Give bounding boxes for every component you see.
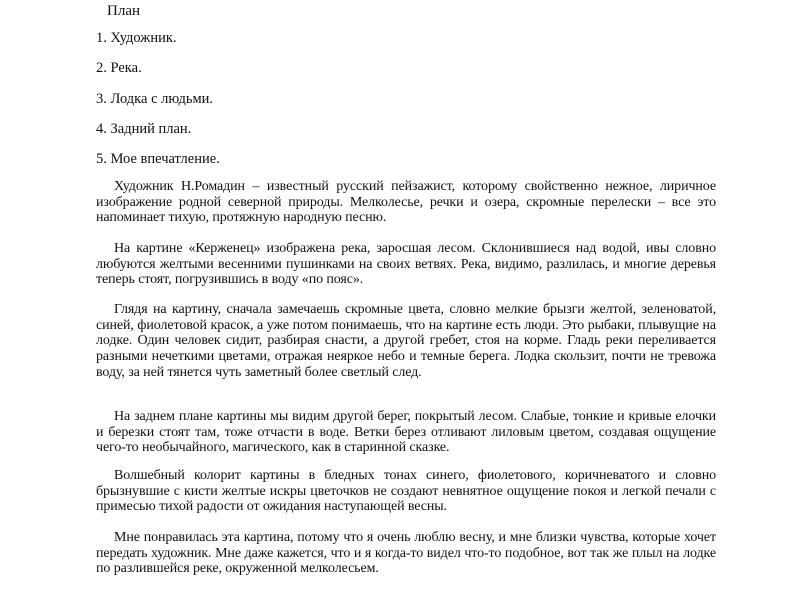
paragraph-background: На заднем плане картины мы видим другой берег, покрытый лесом. Слабые, тонкие и кривые елочки и березки стоят там, тоже отчасти в воде. Ветки берез отливают лиловым цветом, создавая ощущение чего-то необычайного, магического, как в старинной сказке. [96,409,716,456]
paragraph-impression: Мне понравилась эта картина, потому что я очень люблю весну, и мне близки чувства, которые хочет передать художник. Мне даже кажется, что и я когда-то видел что-то подобное, вот так же плыл на лодке по разлившейся реке, окруженной мелколесьем. [96,530,716,577]
plan-item-2: 2. Река. [96,60,142,76]
paragraph-colorit: Волшебный колорит картины в бледных тонах синего, фиолетового, коричневатого и словно брызнувшие с кисти желтые искры цветочков не создают невнятное ощущение покоя и легкой печали с примесью тихой радости от ожидания наступающей весны. [96,468,716,515]
paragraph-river: На картине «Керженец» изображена река, заросшая лесом. Склонившиеся над водой, ивы словно любуются желтыми весенними пушинками на своих ветвях. Река, видимо, разлилась, и многие деревья теперь стоят, погрузившись в воду «по пояс». [96,241,716,288]
plan-item-5: 5. Мое впечатление. [96,151,220,167]
plan-item-1: 1. Художник. [96,30,177,46]
plan-item-3: 3. Лодка с людьми. [96,91,214,107]
paragraph-boat: Глядя на картину, сначала замечаешь скромные цвета, словно мелкие брызги желтой, зеленоватой, синей, фиолетовой красок, а уже потом понимаешь, что на картине есть люди. Это рыбаки, плывущие на лодке. Один человек сидит, разбирая снасти, а другой гребет, стоя на корме. Гладь реки переливается разными нечеткими цветами, отражая неяркое небо и темные берега. Лодка скользит, почти не тревожа воду, за ней тянется чуть заметный более светлый след. [96,302,716,380]
plan-title: План [107,3,141,19]
plan-item-4: 4. Задний план. [96,121,192,137]
paragraph-artist: Художник Н.Ромадин – известный русский пейзажист, которому свойственно нежное, лиричное изображение родной северной природы. Мелколесье, речки и озера, скромные перелески – все это напоминает тихую, протяжную народную песню. [96,179,716,226]
